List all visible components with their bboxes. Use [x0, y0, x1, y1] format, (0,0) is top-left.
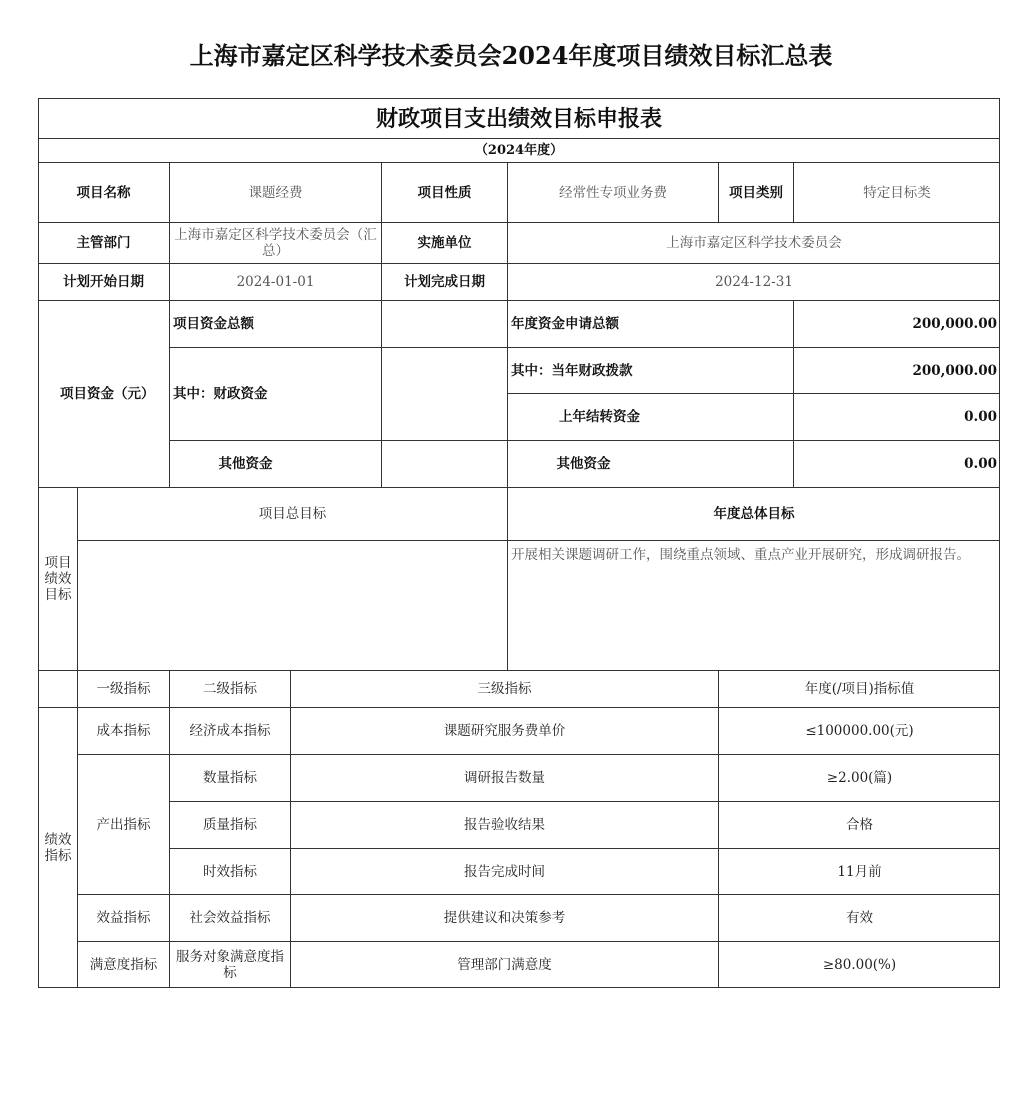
indicator-row-4-level3: 报告完成时间 [464, 863, 545, 880]
indicator-row-4-level2: 时效指标 [203, 863, 257, 880]
carryover-value: 0.00 [964, 409, 997, 425]
end-date-label: 计划完成日期 [404, 274, 485, 290]
project-category-label: 项目类别 [729, 184, 783, 201]
indicator-row-5-level3: 提供建议和决策参考 [443, 910, 566, 926]
funds-other-label: 其他资金 [218, 456, 273, 472]
level1-cost: 成本指标 [96, 723, 151, 739]
indicator-row-6-value: ≥80.00(%) [822, 957, 897, 973]
overall-goal-text [78, 541, 507, 670]
header-level1: 一级指标 [96, 681, 151, 697]
indicator-row-6-level2: 服务对象满意度指标 [176, 949, 284, 981]
project-name-value: 课题经费 [248, 184, 303, 201]
indicator-row-3-level2: 质量指标 [203, 817, 257, 833]
level1-benefit: 效益指标 [96, 910, 151, 926]
header-level3: 三级指标 [477, 681, 532, 697]
indicator-row-2-level2: 数量指标 [203, 770, 257, 786]
indicator-row-2-value: ≥2.00(篇) [826, 770, 893, 786]
unit-label: 实施单位 [417, 235, 472, 251]
indicator-row-4-value: 11月前 [837, 863, 882, 880]
funds-label: 项目资金（元） [60, 386, 155, 402]
page-title: 上海市嘉定区科学技术委员会2024年度项目绩效目标汇总表 [189, 41, 833, 70]
annual-goal-text: 开展相关课题调研工作，围绕重点领域、重点产业开展研究，形成调研报告。 [511, 547, 970, 563]
current-fiscal-label: 其中：当年财政拨款 [511, 362, 633, 379]
indicator-row-3-level3: 报告验收结果 [464, 817, 545, 833]
annual-goal-header: 年度总体目标 [713, 506, 795, 522]
form-year: （2024年度） [474, 142, 564, 158]
header-level2: 二级指标 [203, 681, 257, 697]
end-date-value: 2024-12-31 [715, 274, 793, 290]
carryover-label: 上年结转资金 [559, 409, 640, 425]
annual-total-value: 200,000.00 [912, 316, 997, 332]
level1-satisfaction: 满意度指标 [89, 957, 158, 973]
current-fiscal-value: 200,000.00 [912, 362, 997, 379]
annual-other-value: 0.00 [964, 456, 997, 472]
indicator-row-1-level2: 经济成本指标 [189, 723, 271, 739]
overall-goal-header: 项目总目标 [258, 506, 327, 522]
header-value: 年度(/项目)指标值 [804, 681, 915, 697]
funds-fiscal-label: 其中：财政资金 [173, 386, 268, 402]
start-date-value: 2024-01-01 [236, 274, 315, 290]
level1-output: 产出指标 [96, 816, 151, 833]
start-date-label: 计划开始日期 [63, 274, 144, 290]
indicator-row-5-level2: 社会效益指标 [189, 910, 271, 926]
department-label: 主管部门 [76, 235, 131, 251]
annual-other-label: 其他资金 [556, 456, 611, 472]
indicators-label: 绩效指标 [44, 832, 72, 864]
indicator-row-6-level3: 管理部门满意度 [457, 957, 552, 973]
indicator-row-3-value: 合格 [846, 817, 873, 833]
unit-value: 上海市嘉定区科学技术委员会 [666, 235, 842, 251]
department-value: 上海市嘉定区科学技术委员会（汇总） [174, 227, 377, 259]
indicator-row-5-value: 有效 [846, 910, 873, 926]
project-category-value: 特定目标类 [863, 184, 931, 201]
annual-total-label: 年度资金申请总额 [511, 316, 619, 332]
project-nature-label: 项目性质 [417, 184, 472, 201]
funds-total-label: 项目资金总额 [173, 316, 254, 332]
indicator-row-2-level3: 调研报告数量 [464, 770, 545, 786]
indicator-row-1-value: ≤100000.00(元) [805, 723, 914, 739]
form-heading: 财政项目支出绩效目标申报表 [375, 105, 662, 132]
goals-label: 项目绩效目标 [44, 555, 72, 603]
indicator-row-1-level3: 课题研究服务费单价 [443, 723, 566, 739]
project-name-label: 项目名称 [76, 184, 131, 201]
project-nature-value: 经常性专项业务费 [559, 184, 667, 201]
